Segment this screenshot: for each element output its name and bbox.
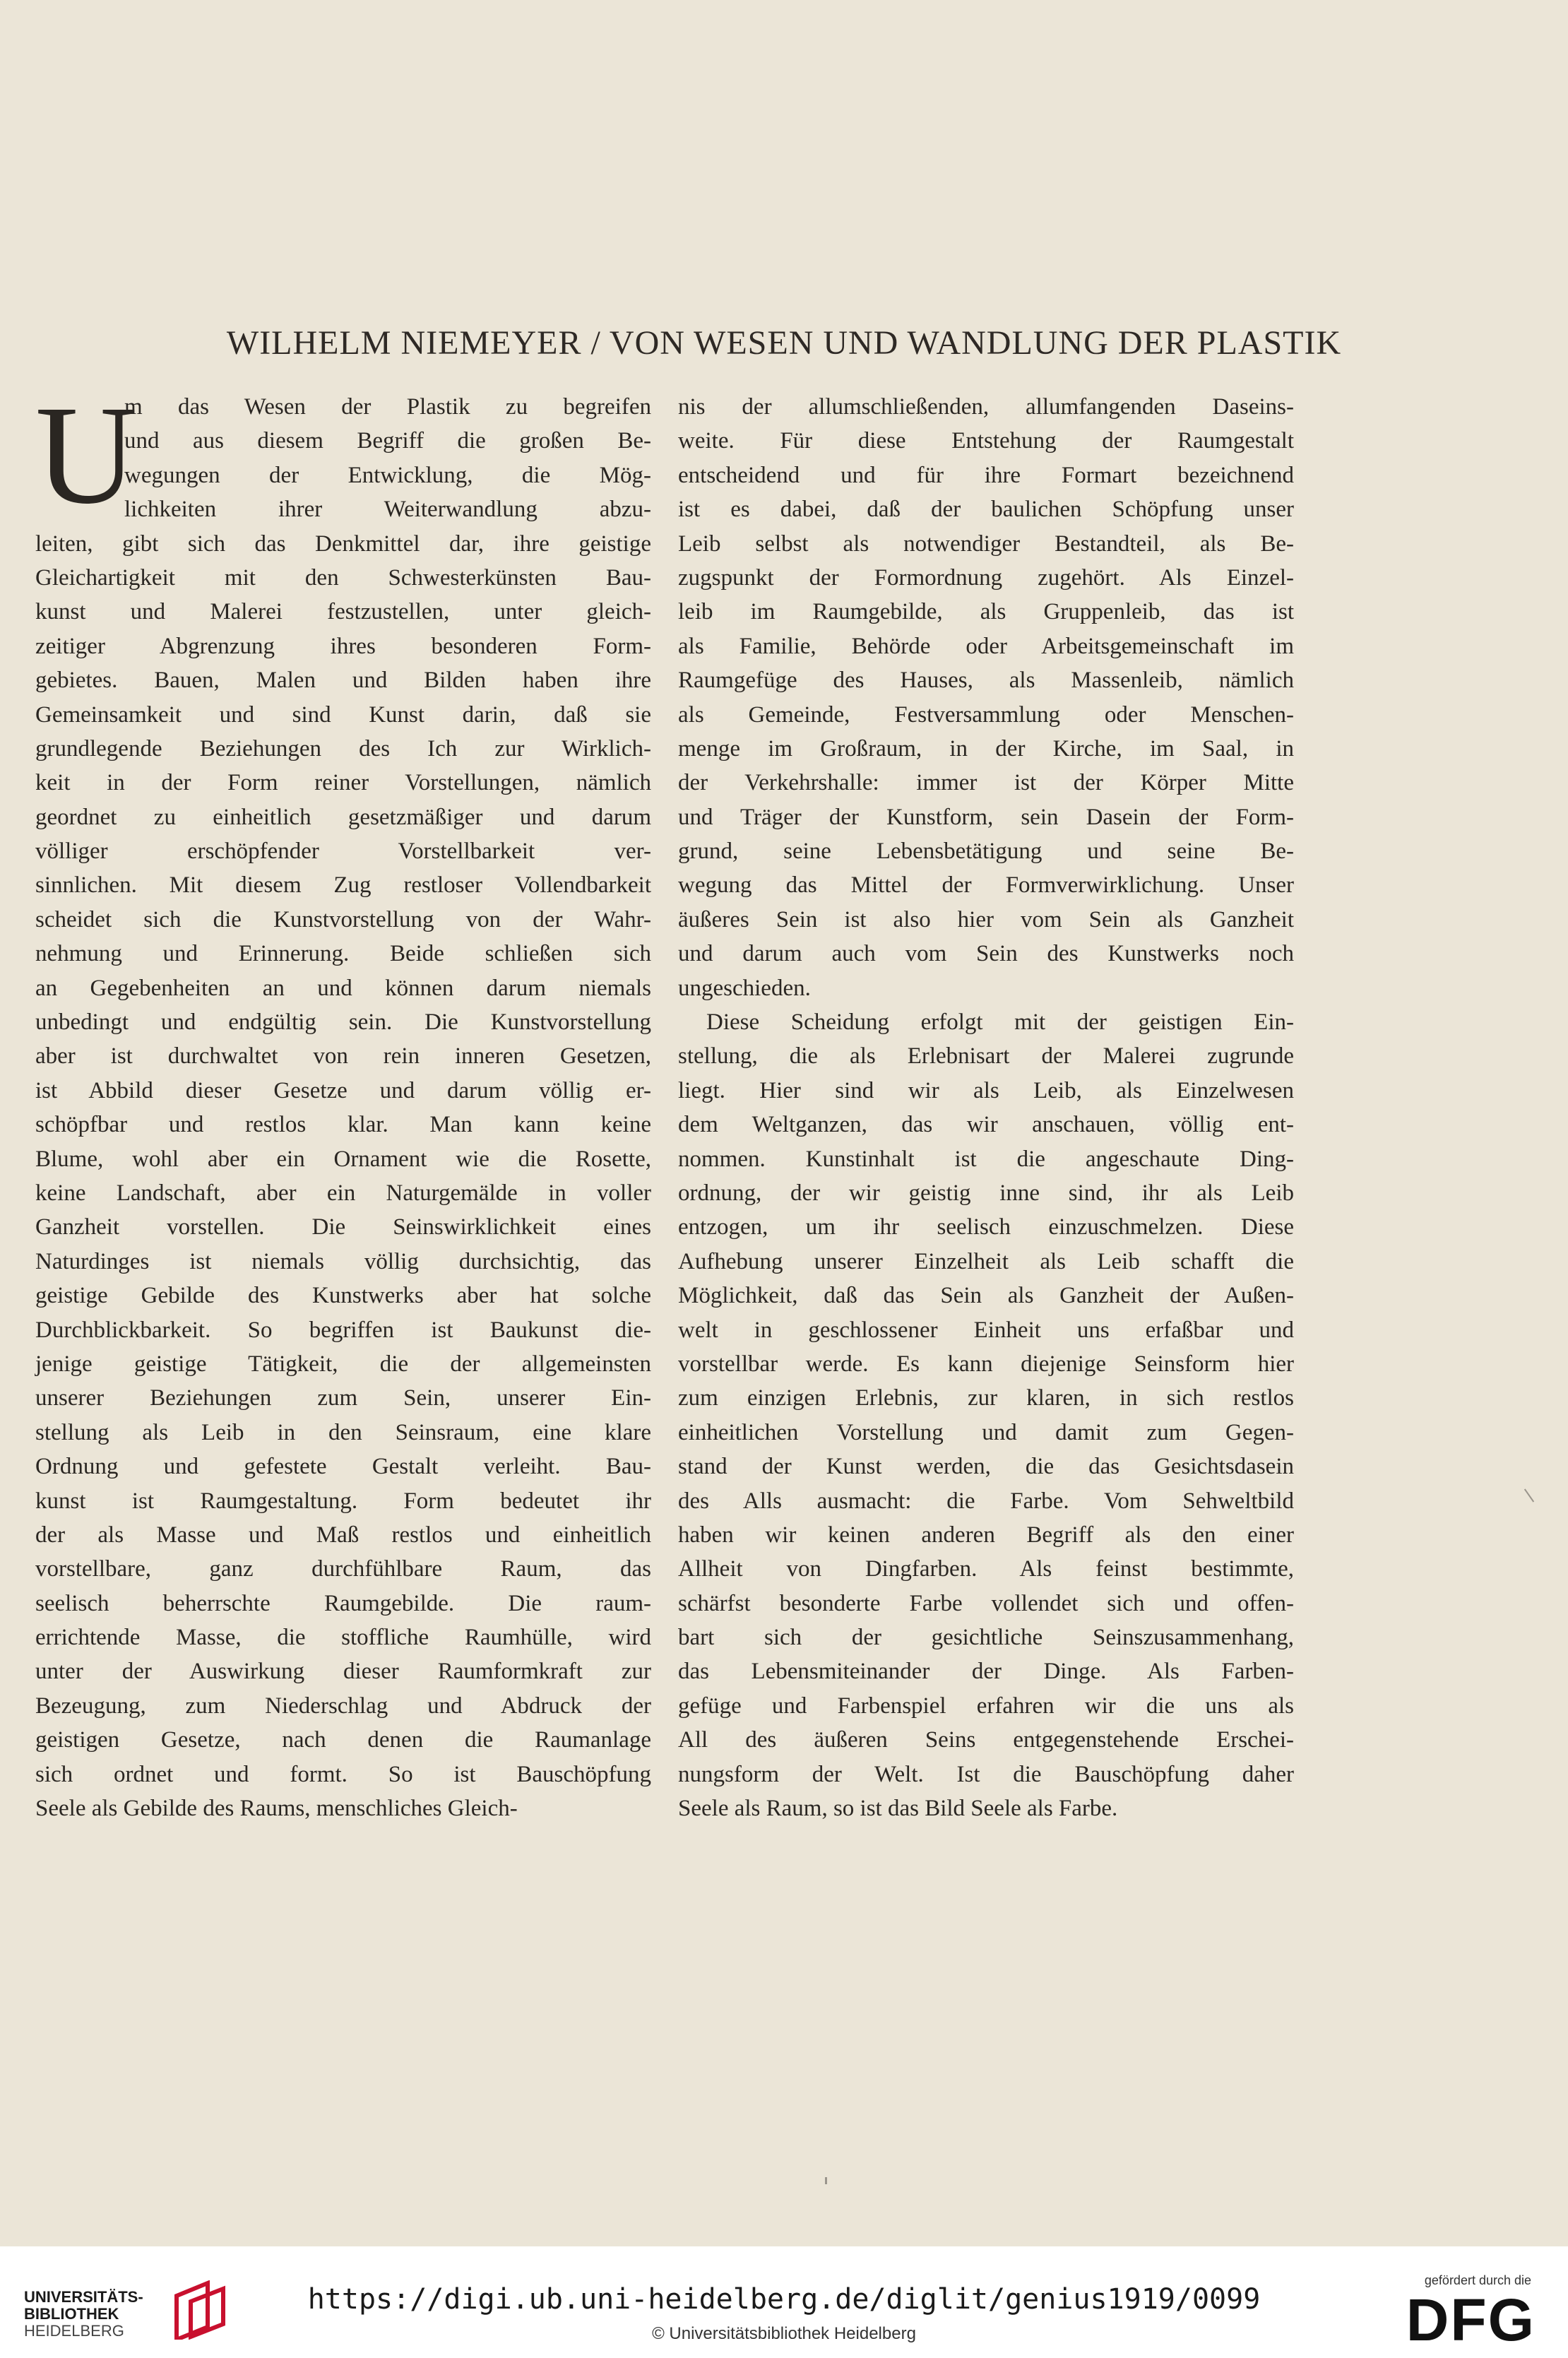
page-title: WILHELM NIEMEYER / VON WESEN UND WANDLUNG DER PLASTIK [226,324,1342,362]
text-line: entzogen, um ihr seelisch einzuschmelzen. Diese [678,1214,1294,1240]
text-line: als Gemeinde, Festversammlung oder Menschen- [678,701,1294,728]
text-line: Naturdinges ist niemals völlig durchsichtig, das [35,1248,651,1274]
text-line: Bezeugung, zum Niederschlag und Abdruck der [35,1693,651,1719]
text-line: einheitlichen Vorstellung und damit zum Gegen- [678,1419,1294,1445]
text-line: des Alls ausmacht: die Farbe. Vom Sehweltbild [678,1488,1294,1514]
library-name: UNIVERSITÄTS- BIBLIOTHEK HEIDELBERG [24,2288,143,2340]
dfg-logo[interactable]: DFG [1406,2287,1536,2353]
text-line: und aus diesem Begriff die großen Be- [124,428,651,454]
text-line: keit in der Form reiner Vorstellungen, nämlich [35,770,651,796]
text-line: leib im Raumgebilde, als Gruppenleib, das ist [678,599,1294,625]
text-line: der Verkehrshalle: immer ist der Körper Mitte [678,770,1294,796]
text-line: schärfst besonderte Farbe vollendet sich und offen- [678,1590,1294,1616]
right-column [678,390,1294,1825]
text-line: seelisch beherrschte Raumgebilde. Die raum- [35,1590,651,1616]
text-line: Leib selbst als notwendiger Bestandteil, als Be- [678,531,1294,557]
text-line: und darum auch vom Sein des Kunstwerks noch [678,941,1294,967]
text-line: kunst ist Raumgestaltung. Form bedeutet ihr [35,1488,651,1514]
text-line: der als Masse und Maß restlos und einheitlich [35,1522,651,1548]
text-line: Allheit von Dingfarben. Als feinst bestimmte, [678,1556,1294,1582]
text-line: bart sich der gesichtliche Seinszusammenhang, [678,1625,1294,1651]
text-line: dem Weltganzen, das wir anschauen, völlig ent- [678,1112,1294,1138]
text-line: wegung das Mittel der Formverwirklichung. Unser [678,872,1294,899]
text-line: jenige geistige Tätigkeit, die der allgemeinsten [35,1351,651,1377]
text-line: geordnet zu einheitlich gesetzmäßiger und darum [35,804,651,830]
text-line: ist es dabei, daß der baulichen Schöpfung unser [678,497,1294,523]
text-line: ist Abbild dieser Gesetze und darum völlig er- [35,1077,651,1103]
text-line: nommen. Kunstinhalt ist die angeschaute Ding- [678,1146,1294,1172]
text-line: nehmung und Erinnerung. Beide schließen sich [35,941,651,967]
text-line: Durchblickbarkeit. So begriffen ist Baukunst die- [35,1317,651,1343]
text-line: leiten, gibt sich das Denkmittel dar, ihre geistige [35,531,651,557]
text-line: äußeres Sein ist also hier vom Sein als Ganzheit [678,906,1294,932]
text-line: All des äußeren Seins entgegenstehende Erschei- [678,1727,1294,1753]
text-line: wegungen der Entwicklung, die Mög- [124,462,651,488]
text-line: welt in geschlossener Einheit uns erfaßbar und [678,1317,1294,1343]
text-line: als Familie, Behörde oder Arbeitsgemeinschaft im [678,633,1294,659]
copyright-notice: © Universitätsbibliothek Heidelberg [652,2324,916,2343]
text-line: ungeschieden. [678,975,811,1001]
text-line: zugspunkt der Formordnung zugehört. Als Einzel- [678,564,1294,591]
text-line: Aufhebung unserer Einzelheit als Leib schafft die [678,1248,1294,1274]
text-line: weite. Für diese Entstehung der Raumgestalt [678,428,1294,454]
text-line: Möglichkeit, daß das Sein als Ganzheit der Außen- [678,1283,1294,1309]
text-line: grundlegende Beziehungen des Ich zur Wirklich- [35,735,651,762]
text-line: zum einzigen Erlebnis, zur klaren, in sich restlos [678,1385,1294,1411]
text-line: Gemeinsamkeit und sind Kunst darin, daß sie [35,701,651,728]
text-line: und Träger der Kunstform, sein Dasein der Form- [678,804,1294,830]
text-line: grund, seine Lebensbetätigung und seine Be- [678,839,1294,865]
text-line: m das Wesen der Plastik zu begreifen [124,394,651,420]
text-line: stellung als Leib in den Seinsraum, eine klare [35,1419,651,1445]
permalink-url[interactable]: https://digi.ub.uni-heidelberg.de/diglit/genius1919/0099 [307,2283,1261,2316]
text-line: unter der Auswirkung dieser Raumformkraft zur [35,1659,651,1685]
text-line: sich ordnet und formt. So ist Bauschöpfung [35,1761,651,1787]
text-line: Raumgefüge des Hauses, als Massenleib, nämlich [678,668,1294,694]
text-line: vorstellbare, ganz durchfühlbare Raum, das [35,1556,651,1582]
drop-cap: U [35,377,138,533]
text-line: kunst und Malerei festzustellen, unter gleich- [35,599,651,625]
text-line: an Gegebenheiten an und können darum niemals [35,975,651,1001]
text-line: stand der Kunst werden, die das Gesichtsdasein [678,1454,1294,1480]
scan-speck [1524,1488,1534,1502]
text-line: liegt. Hier sind wir als Leib, als Einzelwesen [678,1077,1294,1103]
text-line: Ganzheit vorstellen. Die Seinswirklichkeit eines [35,1214,651,1240]
text-line: nis der allumschließenden, allumfangenden Daseins- [678,394,1294,420]
text-line: lichkeiten ihrer Weiterwandlung abzu- [124,497,651,523]
text-line: Gleichartigkeit mit den Schwesterkünsten Bau- [35,564,651,591]
text-line: geistigen Gesetze, nach denen die Raumanlage [35,1727,651,1753]
text-line: haben wir keinen anderen Begriff als den einer [678,1522,1294,1548]
text-line: Blume, wohl aber ein Ornament wie die Rosette, [35,1146,651,1172]
scan-speck [825,2177,827,2184]
text-line: vorstellbar werde. Es kann diejenige Seinsform hier [678,1351,1294,1377]
text-line: schöpfbar und restlos klar. Man kann keine [35,1112,651,1138]
text-line: geistige Gebilde des Kunstwerks aber hat solche [35,1283,651,1309]
text-line: keine Landschaft, aber ein Naturgemälde in voller [35,1180,651,1206]
text-line: völliger erschöpfender Vorstellbarkeit ver- [35,839,651,865]
text-line: gebietes. Bauen, Malen und Bilden haben ihre [35,668,651,694]
text-line: gefüge und Farbenspiel erfahren wir die uns als [678,1693,1294,1719]
text-line: stellung, die als Erlebnisart der Malerei zugrunde [678,1043,1294,1070]
text-line: unbedingt und endgültig sein. Die Kunstvorstellung [35,1009,651,1036]
text-line: scheidet sich die Kunstvorstellung von der Wahr- [35,906,651,932]
text-line: ordnung, der wir geistig inne sind, ihr als Leib [678,1180,1294,1206]
text-line: Seele als Raum, so ist das Bild Seele als Farbe. [678,1796,1118,1822]
text-line: aber ist durchwaltet von rein inneren Gesetzen, [35,1043,651,1070]
text-line: Seele als Gebilde des Raums, menschliches Gleich- [35,1796,518,1822]
text-line: menge im Großraum, in der Kirche, im Saal, in [678,735,1294,762]
text-line: errichtende Masse, die stoffliche Raumhülle, wird [35,1625,651,1651]
text-line: nungsform der Welt. Ist die Bauschöpfung daher [678,1761,1294,1787]
text-line: Diese Scheidung erfolgt mit der geistigen Ein- [706,1009,1294,1036]
text-line: entscheidend und für ihre Formart bezeichnend [678,462,1294,488]
funding-label: gefördert durch die [1424,2273,1531,2287]
text-line: sinnlichen. Mit diesem Zug restloser Vollendbarkeit [35,872,651,899]
text-line: Ordnung und gefestete Gestalt verleiht. Bau- [35,1454,651,1480]
footer-bar [0,2246,1568,2358]
text-line: zeitiger Abgrenzung ihres besonderen Form- [35,633,651,659]
text-line: unserer Beziehungen zum Sein, unserer Ein- [35,1385,651,1411]
left-column [35,377,651,1825]
text-line: das Lebensmiteinander der Dinge. Als Farben- [678,1659,1294,1685]
